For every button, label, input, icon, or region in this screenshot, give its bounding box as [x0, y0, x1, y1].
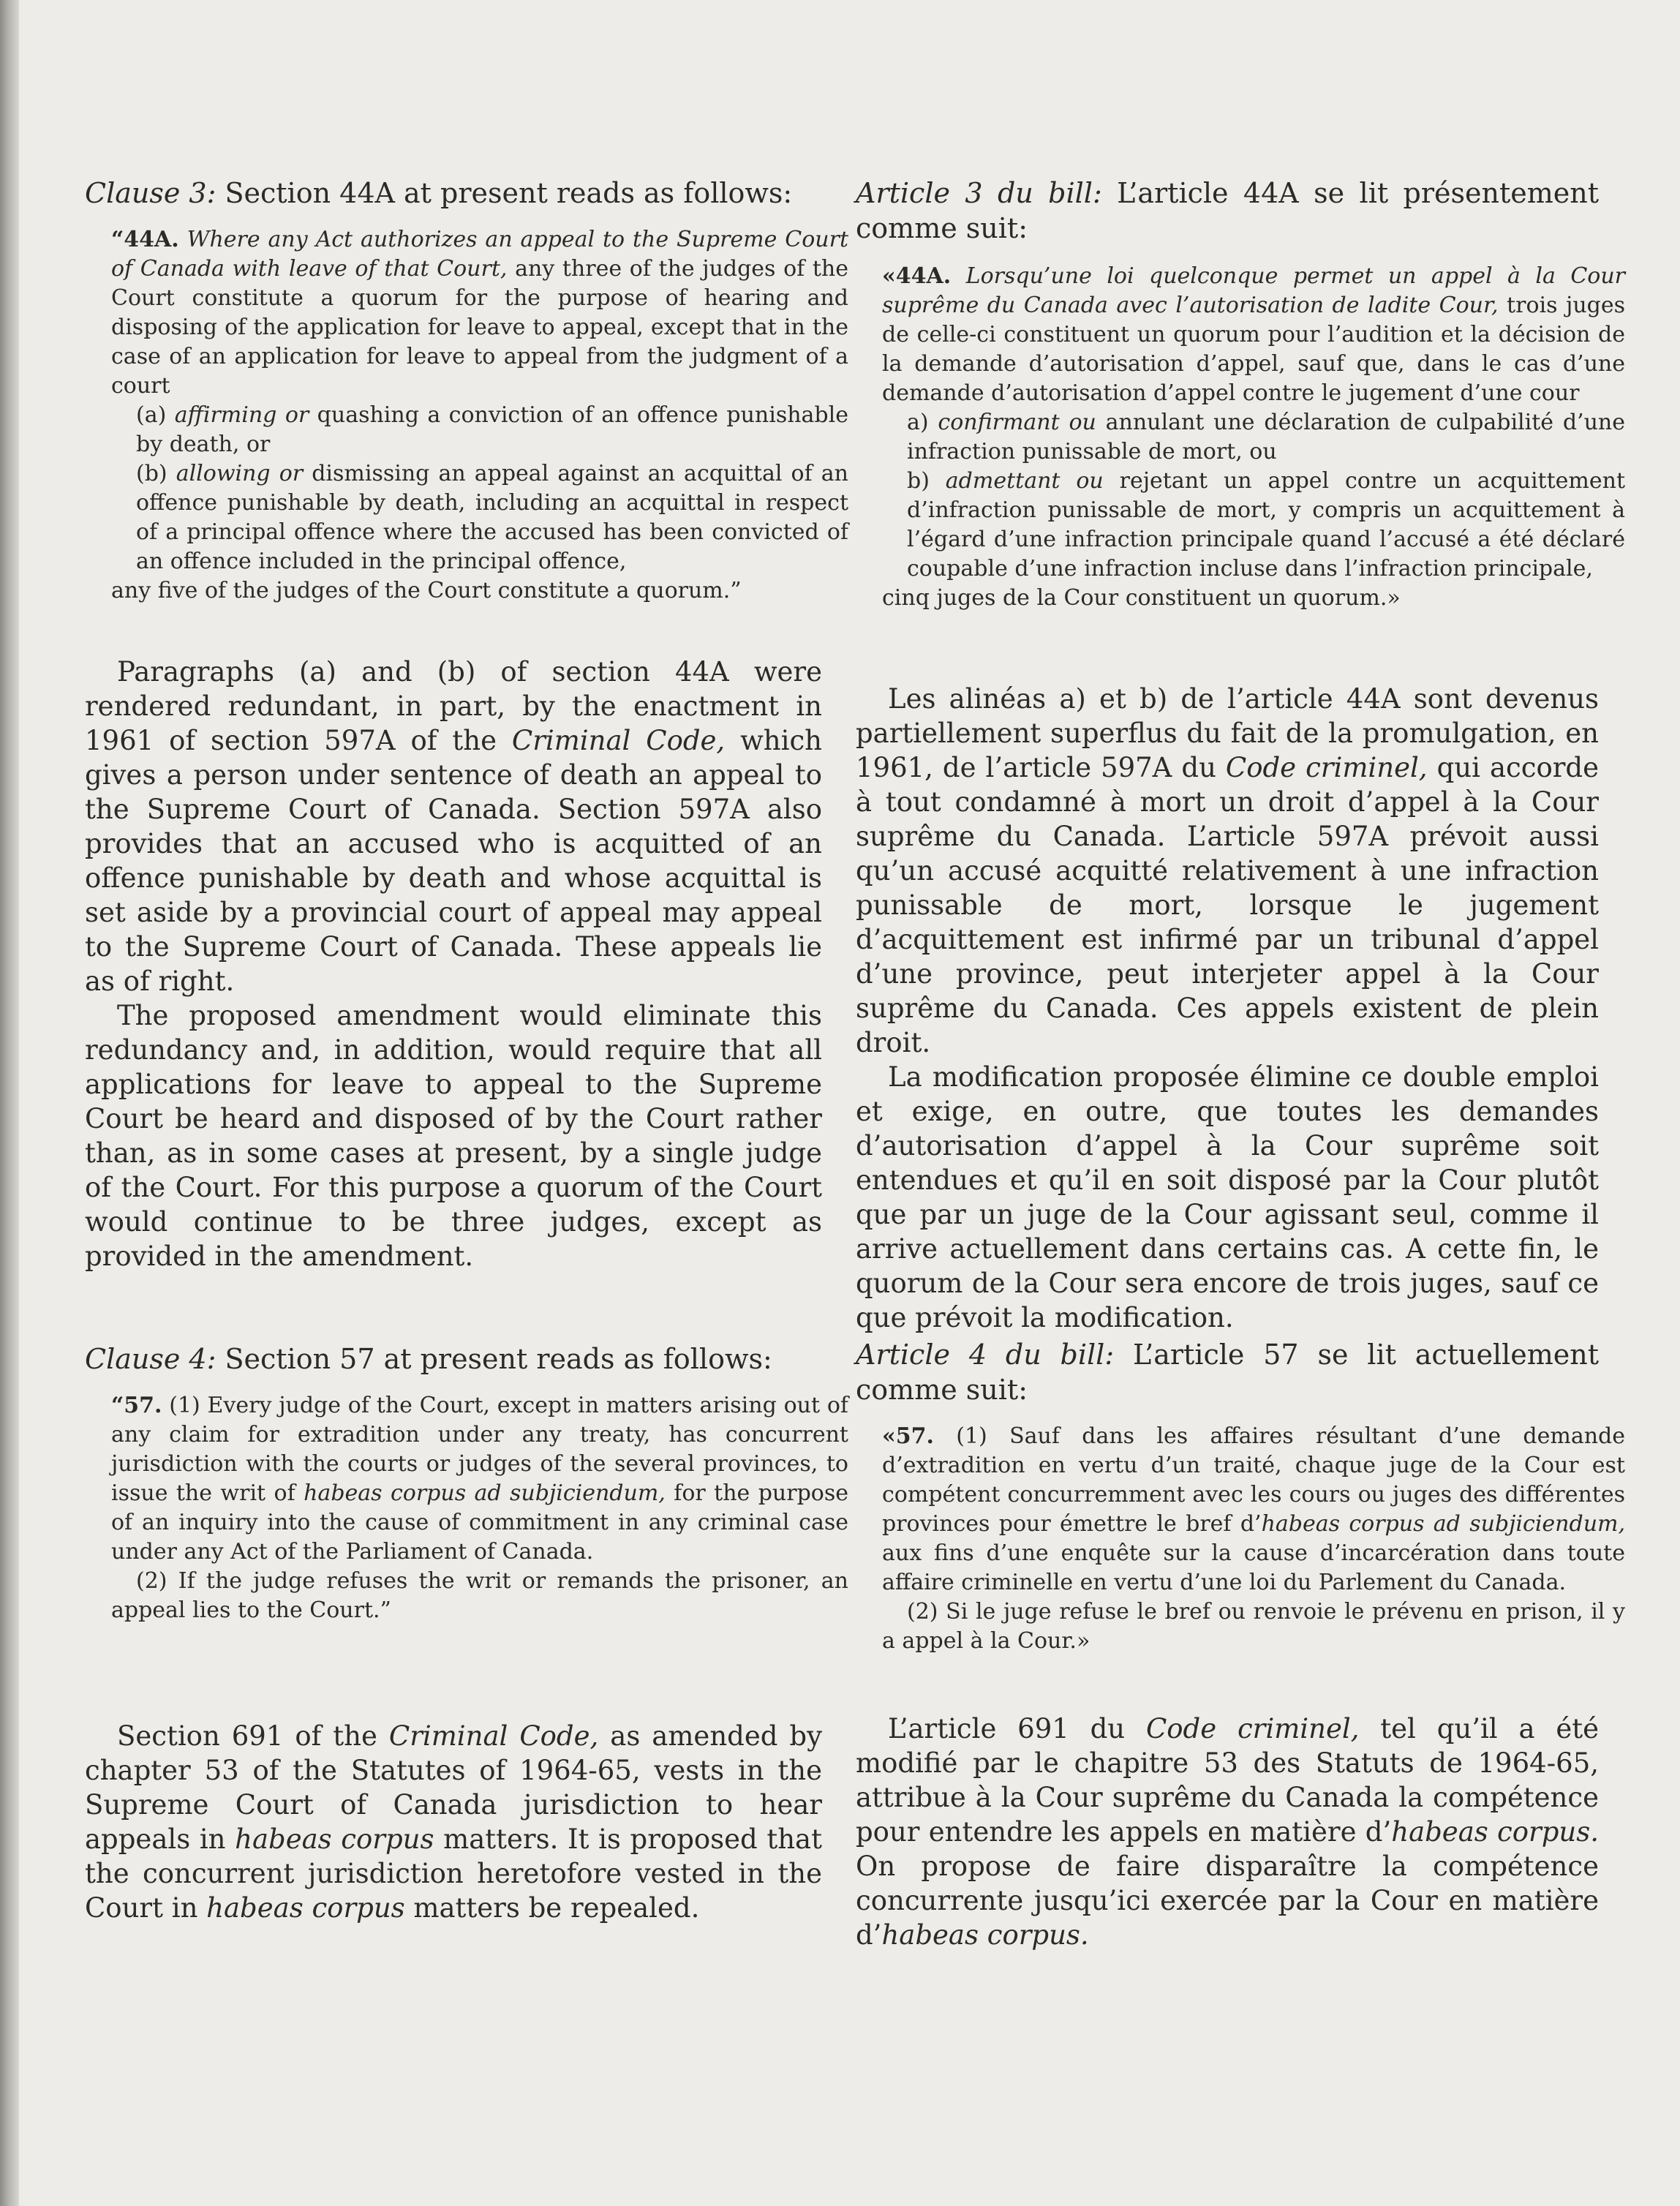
section-44a-quotation: “44A. Where any Act authorizes an appeal to the Supreme Court of Canada with leave of that Court, any three of the judges of the Court constitute a quorum for the purpose of hearing and disposing of the application for leave to appeal, except that in the case of an application for leave to appeal from the judgment of a court (a) affirming or quashing a conviction of an offence punishable by death, or (b) allowing or dismissing an appeal against an acquittal of an offence punishable by death, including an acquittal in respect of a principal offence where the accused has been convicted of an offence included in the principal offence, any five of the judges of the Court constitute a quorum.” [111, 227, 849, 603]
article-44a-quotation: «44A. Lorsqu’une loi quelconque permet un appel à la Cour suprême du Canada avec l’autorisation de ladite Cour, trois juges de celle-ci constituent un quorum pour l’audition et la décision de la demande d’autorisation d’appel, sauf que, dans le cas d’une demande d’autorisation d’appel contre le jugement d’une cour a) confirmant ou annulant une déclaration de culpabilité d’une infraction punissable de mort, ou b) admettant ou rejetant un appel contre un acquittement d’infraction punissable de mort, y compris un acquittement à l’égard d’une infraction principale quand l’accusé a été déclaré coupable d’une infraction incluse dans l’infraction principale, cinq juges de la Cour constituent un quorum.» [882, 263, 1625, 611]
article-4-heading: Article 4 du bill: L’article 57 se lit actuellement comme suit: [856, 1339, 1599, 1406]
page-binding-edge [0, 0, 19, 2206]
article-3-heading: Article 3 du bill: L’article 44A se lit présentement comme suit: [856, 177, 1599, 244]
clause-4-explanation: Section 691 of the Criminal Code, as amended by chapter 53 of the Statutes of 1964-65, vests in the Supreme Court of Canada jurisdiction to hear appeals in habeas corpus matters. It is proposed that the concurrent jurisdiction heretofore vested in the Court in habeas corpus matters be repealed. [85, 1720, 822, 1924]
paragraph-b: (b) allowing or dismissing an appeal against an acquittal of an offence punishable by death, including an acquittal in respect of a principal offence where the accused has been convicted of an offence included in the principal offence, [136, 461, 848, 574]
clause-3-label: Clause 3: [85, 177, 216, 209]
article-3-label: Article 3 du bill: [856, 177, 1102, 209]
paragraph-a: (a) affirming or quashing a conviction of an offence punishable by death, or [136, 402, 848, 457]
article-4-label: Article 4 du bill: [856, 1339, 1115, 1371]
clause-4-label: Clause 4: [85, 1343, 216, 1375]
article-3-explanation: Les alinéas a) et b) de l’article 44A sont devenus partiellement superflus du fait de la promulgation, en 1961, de l’article 597A du Code criminel, qui accorde à tout condamné à mort un droit d’appel à la Cour suprême du Canada. L’article 597A prévoit aussi qu’un accusé acquitté relativement à une infraction punissable de mort, lorsque le jugement d’acquittement est infirmé par un tribunal d’appel d’une province, peut interjeter appel à la Cour suprême du Canada. Ces appels existent de plein droit. La modification proposée élimine ce double emploi et exige, en outre, que toutes les demandes d’autorisation d’appel à la Cour suprême soit entendues et qu’il en soit disposé par la Cour plutôt que par un juge de la Cour agissant seul, comme il arrive actuellement dans certains cas. A cette fin, le quorum de la Cour sera encore de trois juges, sauf ce que prévoit la modification. [856, 683, 1599, 1333]
article-57-quotation: «57. (1) Sauf dans les affaires résultant d’une demande d’extradition en vertu d’un traité, chaque juge de la Cour est compétent concurremment avec les cours ou juges des différentes provinces pour émettre le bref d’habeas corpus ad subjiciendum, aux fins d’une enquête sur la cause d’incarcération dans toute affaire criminelle en vertu d’une loi du Parlement du Canada. (2) Si le juge refuse le bref ou renvoie le prévenu en prison, il y a appel à la Cour.» [882, 1423, 1625, 1654]
alinea-b: b) admettant ou rejetant un appel contre un acquittement d’infraction punissable de mort, y compris un acquittement à l’égard d’une infraction principale quand l’accusé a été déclaré coupable d’une infraction incluse dans l’infraction principale, [907, 468, 1625, 581]
section-57-quotation: “57. (1) Every judge of the Court, except in matters arising out of any claim for extradition under any treaty, has concurrent jurisdiction with the courts or judges of the several provinces, to issue the writ of habeas corpus ad subjiciendum, for the purpose of an inquiry into the cause of commitment in any criminal case under any Act of the Parliament of Canada. (2) If the judge refuses the writ or remands the prisoner, an appeal lies to the Court.” [111, 1393, 848, 1623]
article-4-explanation: L’article 691 du Code criminel, tel qu’il a été modifié par le chapitre 53 des Statuts de 1964-65, attribue à la Cour suprême du Canada la compétence pour entendre les appels en matière d’habeas corpus. On propose de faire disparaître la compétence concurrente jusqu’ici exercée par la Cour en matière d’habeas corpus. [856, 1713, 1600, 1951]
clause-3-heading: Clause 3: Section 44A at present reads as follows: [85, 177, 793, 209]
clause-3-explanation: Paragraphs (a) and (b) of section 44A were rendered redundant, in part, by the enactment in 1961 of section 597A of the Criminal Code, which gives a person under sentence of death an appeal to the Supreme Court of Canada. Section 597A also provides that an accused who is acquitted of an offence punishable by death and whose acquittal is set aside by a provincial court of appeal may appeal to the Supreme Court of Canada. These appeals lie as of right. The proposed amendment would eliminate this redundancy and, in addition, would require that all applications for leave to appeal to the Supreme Court be heard and disposed of by the Court rather than, as in some cases at present, by a single judge of the Court. For this purpose a quorum of the Court would continue to be three judges, except as provided in the amendment. [85, 656, 822, 1272]
clause-4-heading: Clause 4: Section 57 at present reads as follows: [85, 1343, 772, 1375]
alinea-a: a) confirmant ou annulant une déclaration de culpabilité d’une infraction punissable de mort, ou [907, 410, 1625, 464]
